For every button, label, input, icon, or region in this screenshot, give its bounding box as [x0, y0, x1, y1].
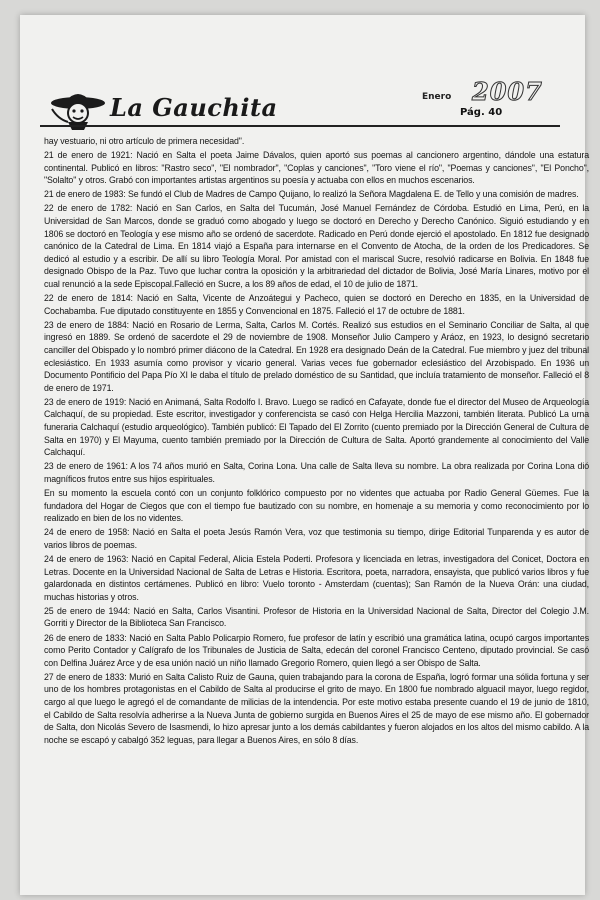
- entry-paragraph: 22 de enero de 1782: Nació en San Carlos, en Salta del Tucumán, José Manuel Fernández de Córdoba. Estudió en Lima, Perú, en la Universidad de San Marcos, donde se graduó como abogado y luego se doctoró en Derecho y Derecho Canónico. Siguió estudiando y en 1806 se doctoró en Teología y ese mismo año se ordenó de sacerdote. Radicado en Perú donde ejerció el apostolado. En 1812 fue designado canónico de la Catedral de Lima. En 1814 viajó a España para internarse en el Convento de Atocha, de la orden de los Predicadores. Se dedicó al estudio y a escribir. De allí su libro Teología Moral. Por amistad con el mariscal Sucre, resolvió radicarse en Bolivia. En 1848 fue designado Obispo de la Paz. Tuvo que luchar contra la oposición y la arbitrariedad del dictador de Bolivia, José María Linares, motivo por el cual renunció a la sede Episcopal.Falleció en Sucre, a los 89 años de edad, el 10 de julio de 1871.: [44, 203, 589, 290]
- entry-paragraph: 23 de enero de 1919: Nació en Animaná, Salta Rodolfo I. Bravo. Luego se radicó en Cafayate, donde fue el director del Museo de Arqueología Calchaquí, de su propiedad. Este escritor, investigador y conferencista se casó con Helga Hercilia Mazzoni, también literata. Publicó La urna funeraria Calchaquí (estudio arqueológico). También publicó: El Tapado del El Zorrito (cuento premiado por la Dirección General de Cultura de Salta en 1970) y El Mayuma, cuento también premiado por la Dirección de Cultura de Salta. Aportó grandemente al conocimiento del Valle Calchaquí.: [44, 396, 589, 458]
- issue-year: 2007: [472, 77, 543, 106]
- entry-paragraph: 25 de enero de 1944: Nació en Salta, Carlos Visantini. Profesor de Historia en la Universidad Nacional de Salta, Director del Colegio J.M. Gorriti y Director de la Biblioteca San Francisco.: [44, 605, 589, 629]
- issue-month: Enero: [422, 92, 452, 102]
- entry-paragraph: En su momento la escuela contó con un conjunto folklórico compuesto por no videntes que actuaba por Radio General Güemes. Fue la fundadora del Hogar de Ciegos que con el tiempo fue bautizado con su nombre, en homenaje a su memoria y como reconocimiento por lo realizado en bien de los no videntes.: [44, 488, 589, 524]
- entry-paragraph: 26 de enero de 1833: Nació en Salta Pablo Policarpio Romero, fue profesor de latín y escribió una gramática latina, ocupó cargos importantes como Perito Contador y Calígrafo de los Tribunales de Justicia de Salta, edecán del coronel Francisco Centeno, diputado provincial. Se casó con Delfina Juárez Arce y de esa unión nació un niño llamado Gregorio Romero, quien llegó a ser Obispo de Salta.: [44, 632, 589, 668]
- entry-paragraph: 24 de enero de 1958: Nació en Salta el poeta Jesús Ramón Vera, voz que testimonia su tiempo, dirige Editorial Tunparenda y es autor de varios libros de poemas.: [44, 527, 589, 550]
- header-rule: [40, 125, 560, 127]
- article-body: [44, 135, 589, 748]
- magazine-page: [20, 15, 589, 895]
- magazine-title: La Gauchita: [110, 93, 278, 122]
- entry-paragraph: 23 de enero de 1884: Nació en Rosario de Lerma, Salta, Carlos M. Cortés. Realizó sus estudios en el Seminario Conciliar de Salta, al que ingresó en 1889. Se ordenó de sacerdote el 29 de noviembre de 1908. Monseñor Julio Campero y Aráoz, en 1923, lo designó secretario canciller del Obispado y lo nombró primer diácono de la Catedral. En 1928 era designado Deán de la Catedral. Fue miembro y juez del tribunal eclesiástico. En 1933 asumía como provisor y vicario general. Varias veces fue gobernador eclesiástico del Arzobispado. En 1936 un Documento Pontificio del Papa Pío XI le daba el título de prelado doméstico de su Santidad, que incluía tratamiento de monseñor. Falleció el 8 de enero de 1971.: [44, 319, 589, 393]
- entry-paragraph: 21 de enero de 1921: Nació en Salta el poeta Jaime Dávalos, quien aportó sus poemas al cancionero argentino, dándole una estatura continental. Publicó en libros: "Rastro seco", "El nombrador", "Coplas y canciones", "Toro viene el río", "Poemas y canciones", "El Poncho", "Solalto" y otros. Grabó con importantes artistas argentinos su poesía y actuaba con ellos en muchos escenarios.: [44, 150, 589, 186]
- page-number: Pág. 40: [460, 107, 503, 118]
- entry-paragraph: 23 de enero de 1961: A los 74 años murió en Salta, Corina Lona. Una calle de Salta lleva su nombre. La obra realizada por Corina Lona dió magníficos frutos entre sus hijos espirituales.: [44, 461, 589, 484]
- entry-paragraph: 27 de enero de 1833: Murió en Salta Calisto Ruiz de Gauna, quien trabajando para la corona de España, logró formar una sólida fortuna y ser uno de los hombres protagonistas en el Cabildo de Salta al producirse el grito de mayo. En 1800 fue nombrado alguacil mayor, luego regidor, cargo al que luego le agregó el de comandante de milicias de la intendencia. Por este motivo estaba presente cuando el 19 de junio de 1810, el Cabildo de Salta resolvía adherirse a la Nueva Junta de gobierno surgida en Buenos Aires el 25 de mayo de ese mismo año. El gobernador de Salta, don Nicolás Severo de Isasmendi, lo hizo apresar junto a los demás cabildantes y fueron alojados en los altos del mismo cabildo. A la noche se escapó y cabalgó 352 leguas, para llegar a Buenos Aires, en sólo 8 días.: [44, 671, 589, 745]
- page-header: [20, 75, 585, 137]
- entry-paragraph: 24 de enero de 1963: Nació en Capital Federal, Alicia Estela Poderti. Profesora y licenciada en letras, investigadora del Conicet, Doctora en Letras. Docente en la Universidad Nacional de Salta de Letras e Historia. Escritora, poeta, narradora, ensayista, que publicó varios libros y fue galardonada en distintos certámenes. Publicó en libro: Vuelo toronto - Amsterdam (cuentas); San Ramón de la Nueva Orán: una ciudad, muchas historias y otros.: [44, 554, 589, 602]
- entry-paragraph: 21 de enero de 1983: Se fundó el Club de Madres de Campo Quijano, lo realizó la Señora Magdalena E. de Tello y una comisión de madres.: [44, 189, 579, 200]
- entry-paragraph: hay vestuario, ni otro artículo de primera necesidad".: [44, 136, 245, 146]
- entry-paragraph: 22 de enero de 1814: Nació en Salta, Vicente de Anzoátegui y Pacheco, quien se doctoró en Derecho en 1835, en la Universidad de Cochabamba. Fue diputado constituyente en 1855 y Convencional en 1875. Falleció el 17 de octubre de 1881.: [44, 293, 589, 316]
